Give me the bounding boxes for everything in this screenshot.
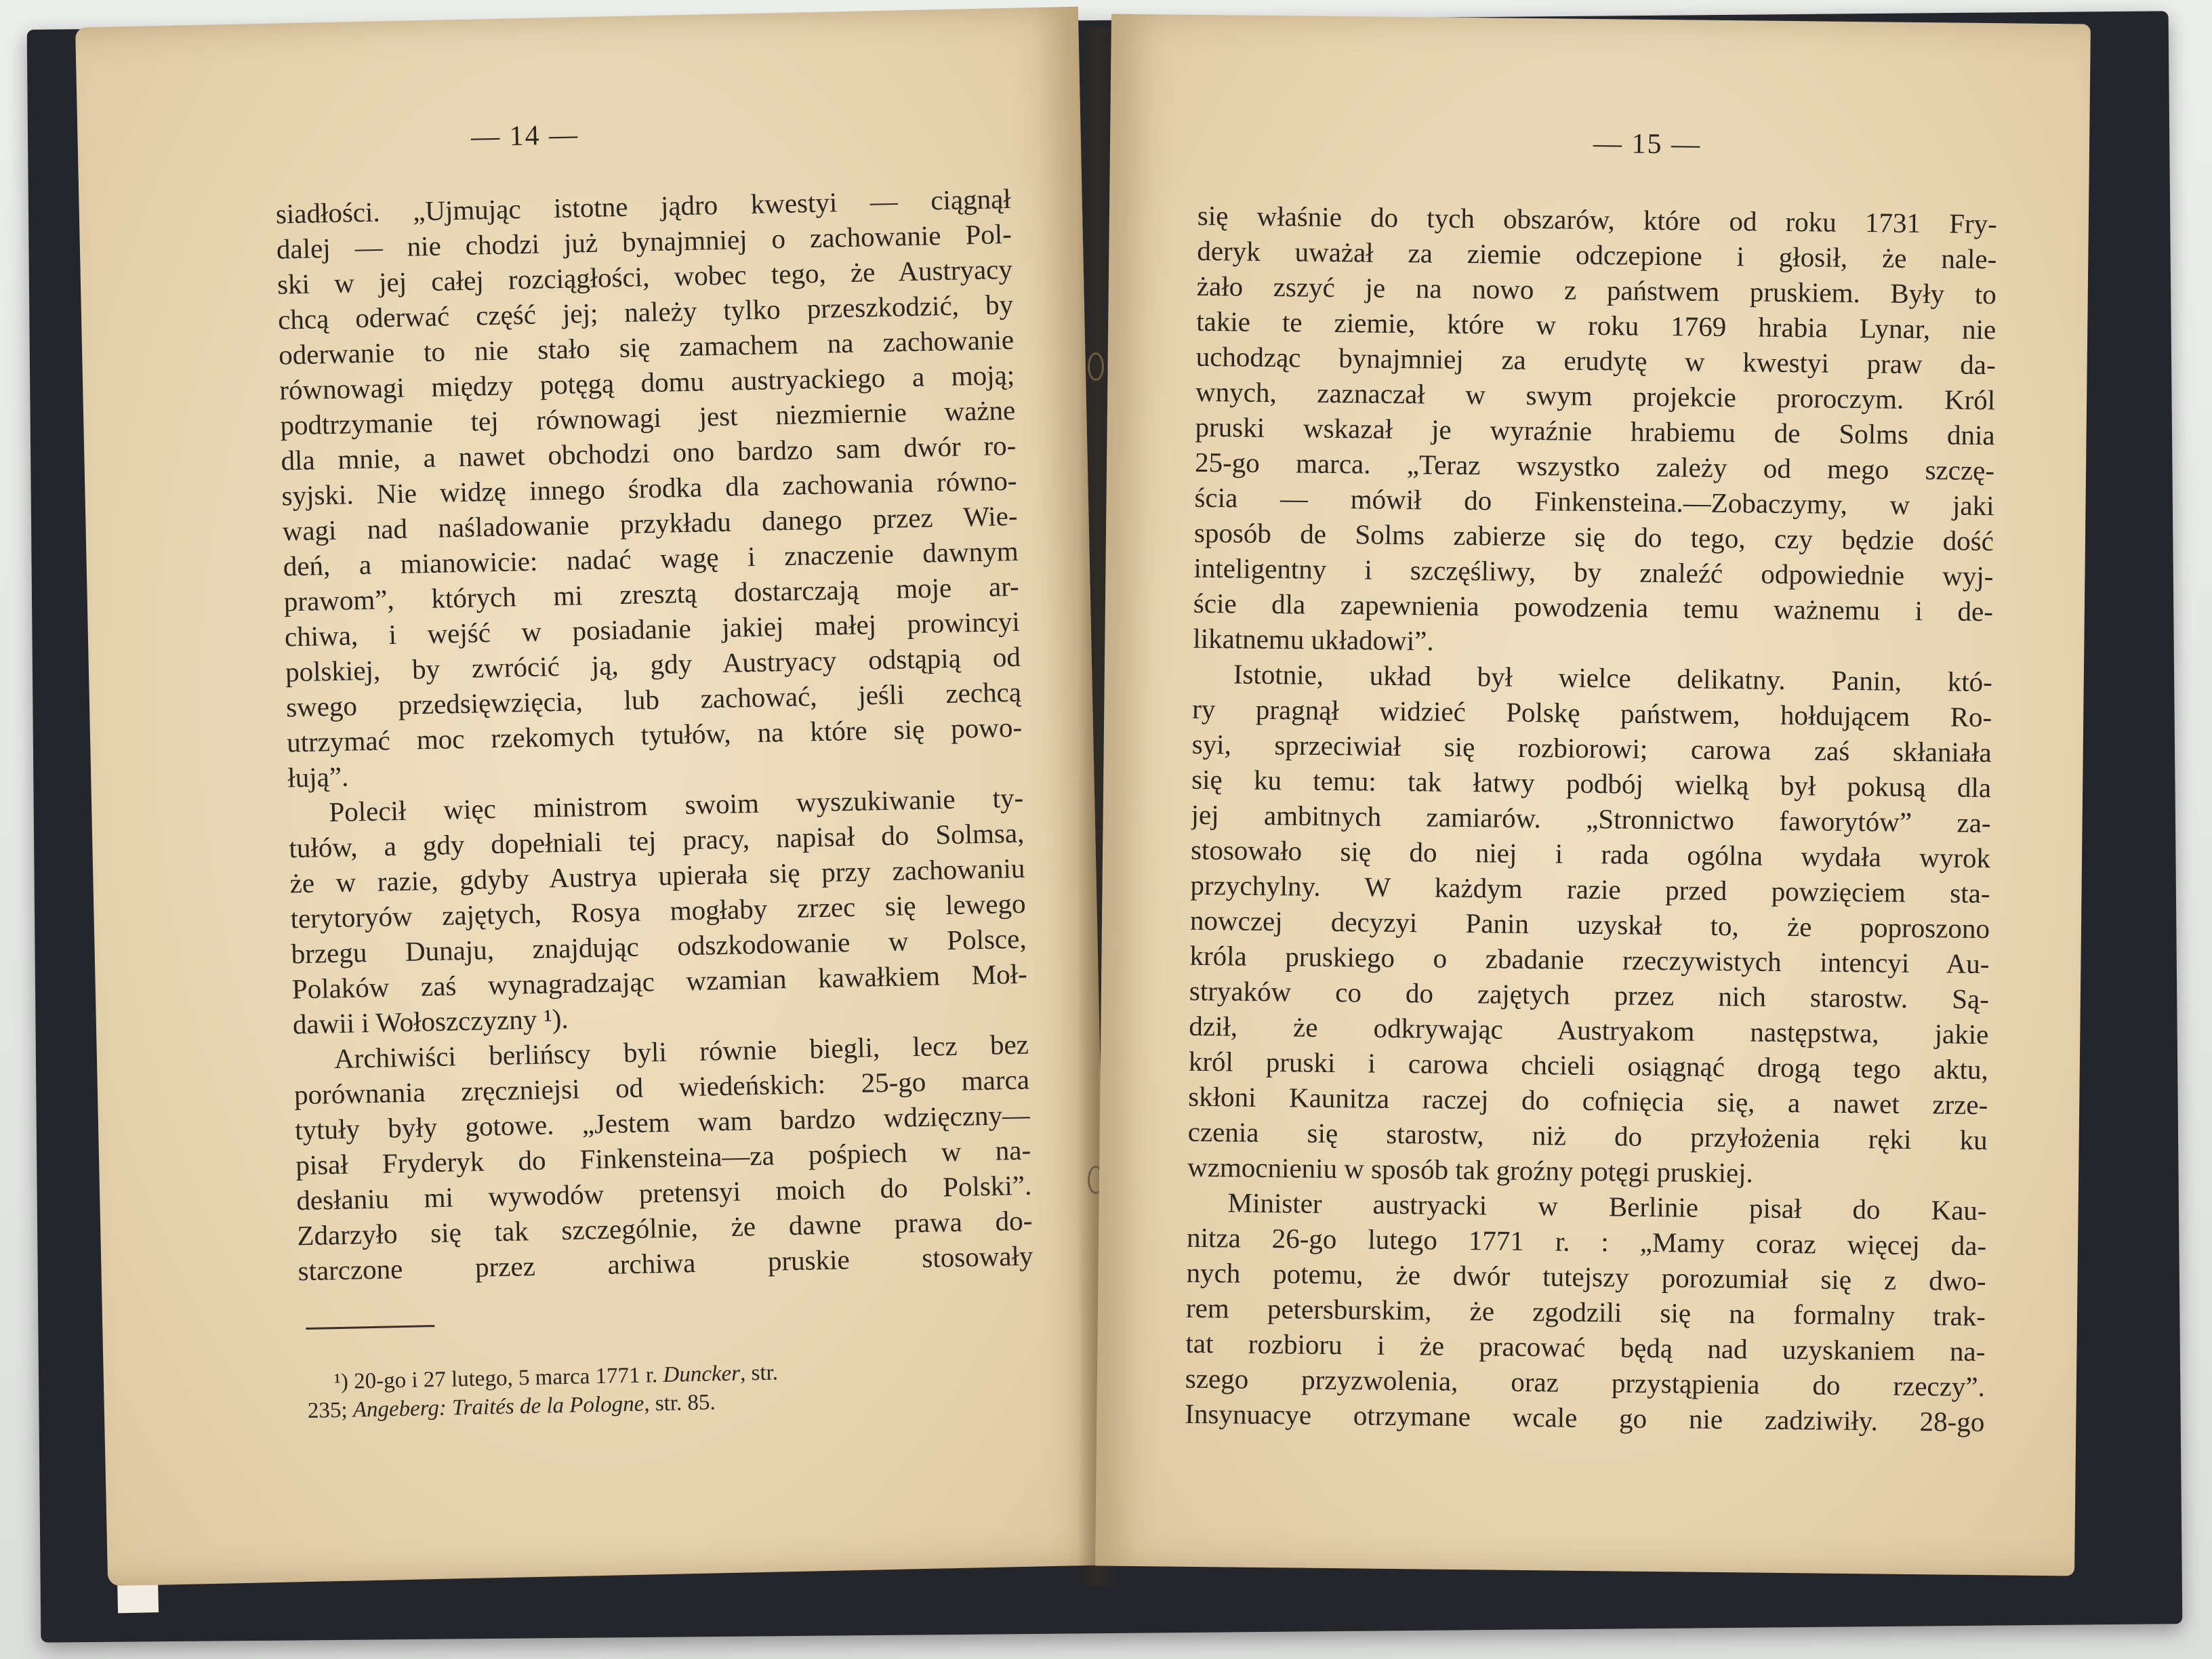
text-line: dził, że odkrywając Austryakom następstwa, jakie (1189, 1010, 1989, 1050)
text-line: porównania zręczniejsi od wiedeńskich: 25-go marca (293, 1063, 1030, 1111)
text-line: się właśnie do tych obszarów, które od roku 1731 Fry- (1197, 199, 1998, 240)
text-line: dalej — nie chodzi już bynajmniej o zachowanie Pol- (276, 218, 1012, 265)
text-line: deń, a mianowicie: nadać wagę i znaczenie dawnym (283, 535, 1019, 582)
text-line: nitza 26-go lutego 1771 r. : „Mamy coraz więcej da- (1186, 1221, 1987, 1262)
text-line: Minister austryacki w Berlinie pisał do Kau- (1227, 1187, 1987, 1227)
text-line: takie te ziemie, które w roku 1769 hrabia Lynar, nie (1196, 305, 1996, 346)
text-line: likatnemu układowi”. (1193, 622, 1434, 657)
text-line: Istotnie, układ był wielce delikatny. Panin, któ- (1233, 658, 1993, 698)
text-line: tytuły były gotowe. „Jestem wam bardzo wdzięczny— (294, 1099, 1031, 1146)
text-line: skłoni Kaunitza raczej do cofnięcia się, a nawet zrze- (1188, 1080, 1988, 1121)
footnote-text: 235; (307, 1397, 348, 1424)
text-line: rem petersburskim, że zgodzili się na formalny trak- (1185, 1292, 1986, 1332)
text-line: dawii i Wołoszczyzny ¹). (292, 1002, 569, 1040)
text-line: chcą oderwać część jej; należy tylko przeszkodzić, by (277, 288, 1014, 335)
text-line: ski w jej całej rozciągłości, wobec tego, że Austryacy (276, 253, 1013, 300)
binding-thread (1088, 352, 1104, 381)
text-line: uchodząc bynajmniej za erudytę w kwestyi praw da- (1195, 340, 1996, 381)
text-line: wagi nad naśladowanie przykładu danego przez Wie- (282, 499, 1018, 547)
text-line: tat rozbioru i że pracować będą nad uzyskaniem na- (1185, 1327, 1986, 1368)
text-line: deryk uważał za ziemie odczepione i głosił, że nale- (1197, 234, 1997, 275)
text-line: wzmocnieniu w sposób tak groźny potęgi pruskiej. (1187, 1151, 1754, 1189)
text-line: łują”. (287, 760, 349, 794)
text-line: Polecił więc ministrom swoim wyszukiwanie ty- (328, 781, 1024, 828)
footnote-text: , str. 85. (643, 1390, 716, 1416)
text-line: brzegu Dunaju, znajdując odszkodowanie w Polsce, (291, 922, 1027, 970)
text-line: Zdarzyło się tak szczególnie, że dawne prawa do- (296, 1204, 1033, 1252)
text-line: 25-go marca. „Teraz wszystko zależy od mego szczę- (1194, 446, 1995, 487)
text-line: nowczej decyzyi Panin uzyskał to, że poproszono (1189, 904, 1990, 945)
text-line: syjski. Nie widzę innego środka dla zachowania równo- (281, 464, 1017, 512)
text-line: Polaków zaś wynagradzając wzamian kawałkiem Moł- (291, 958, 1028, 1005)
text-line: swego przedsięwzięcia, lub zachować, jeśli zechcą (285, 676, 1022, 723)
text-line: sposób de Solms zabierze się do tego, czy będzie dość (1193, 516, 1994, 557)
footnote-text: , str. (739, 1360, 779, 1386)
text-line: ścia — mówił do Finkensteina.—Zobaczymy, w jaki (1194, 481, 1994, 522)
text-line: chiwa, i wejść w posiadanie jakiej małej prowincyi (284, 605, 1021, 653)
text-line: nych potemu, że dwór tutejszy porozumiał się z dwo- (1186, 1256, 1986, 1297)
text-line: ry pragnął widzieć Polskę państwem, hołdującem Ro- (1192, 693, 1992, 733)
text-line: ście dla zapewnienia powodzenia temu ważnemu i de- (1193, 587, 1994, 628)
text-line: stosowało się do niej i rada ogólna wydała wyrok (1190, 834, 1991, 874)
text-line: przychylny. W każdym razie przed powzięciem sta- (1190, 869, 1990, 909)
text-line: podtrzymanie tej równowagi jest niezmiernie ważne (279, 394, 1016, 441)
text-line: szego przyzwolenia, oraz przystąpienia do rzeczy”. (1185, 1362, 1986, 1403)
text-line: stryaków co do zajętych przez nich starostw. Są- (1189, 975, 1990, 1015)
right-page (1095, 14, 2091, 1576)
text-line: równowagi między potęgą domu austryackiego a moją; (279, 359, 1015, 406)
text-line: żało zszyć je na nowo z państwem pruskiem. Były to (1196, 270, 1997, 310)
text-line: dla mnie, a nawet obchodzi ono bardzo sam dwór ro- (281, 429, 1017, 476)
text-line: polskiej, by zwrócić ją, gdy Austryacy odstąpią od (285, 640, 1021, 688)
text-line: prawom”, których mi zresztą dostarczają moje ar- (283, 570, 1020, 617)
text-line: pisał Fryderyk do Finkensteina—za pośpiech w na- (295, 1134, 1031, 1181)
left-page-number: — 14 — (470, 119, 579, 153)
text-line: terytoryów zajętych, Rosya mogłaby zrzec się lewego (290, 887, 1026, 935)
text-line: Archiwiści berlińscy byli równie biegli, lecz bez (333, 1028, 1029, 1075)
footnote-title: Angeberg: Traités de la Pologne (352, 1391, 644, 1422)
text-line: jej ambitnych zamiarów. „Stronnictwo faworytów” za- (1191, 798, 1991, 839)
text-line: inteligentny i szczęśliwy, by znaleźć odpowiednie wyj- (1193, 552, 1994, 592)
text-line: czenia się starostw, niż do przyłożenia ręki ku (1187, 1115, 1988, 1156)
left-page-text (275, 181, 1033, 1288)
text-line: Insynuacye otrzymane wcale go nie zadziwiły. 28-go (1185, 1397, 1985, 1438)
text-line: król pruski i carowa chcieli osiągnąć drogą tego aktu, (1188, 1045, 1989, 1086)
left-page (75, 7, 1111, 1586)
text-line: króla pruskiego o zbadanie rzeczywistych intencyi Au- (1189, 939, 1990, 980)
text-line: utrzymać moc rzekomych tytułów, na które się powo- (286, 711, 1023, 758)
footnote-rule (306, 1325, 434, 1330)
text-line: pruski wskazał je wyraźnie hrabiemu de Solms dnia (1195, 411, 1995, 451)
text-line: desłaniu mi wywodów pretensyi moich do Polski”. (295, 1169, 1032, 1216)
text-line: się ku temu: tak łatwy podbój wielką był pokusą dla (1191, 763, 1992, 804)
text-line: syi, sprzeciwiał się rozbiorowi; carowa zaś skłaniała (1191, 728, 1992, 769)
right-page-text (1185, 198, 1997, 1439)
right-page-number: — 15 — (1593, 127, 1702, 161)
text-line: starczone przez archiwa pruskie stosowały (298, 1240, 1033, 1287)
text-line: że w razie, gdyby Austrya upierała się przy zachowaniu (289, 852, 1025, 899)
text-line: oderwanie to nie stało się zamachem na zachowanie (278, 323, 1015, 371)
footnote-author: Duncker (663, 1361, 741, 1388)
text-line: siadłości. „Ujmując istotne jądro kwestyi — ciągnął (275, 182, 1012, 230)
text-line: wnych, zaznaczał w swym projekcie proroczym. Król (1195, 375, 1996, 416)
text-line: tułów, a gdy dopełniali tej pracy, napisał do Solmsa, (289, 817, 1025, 864)
left-footnote (307, 1353, 1040, 1425)
footnote-text: ¹) 20-go i 27 lutego, 5 marca 1771 r. (333, 1363, 658, 1395)
